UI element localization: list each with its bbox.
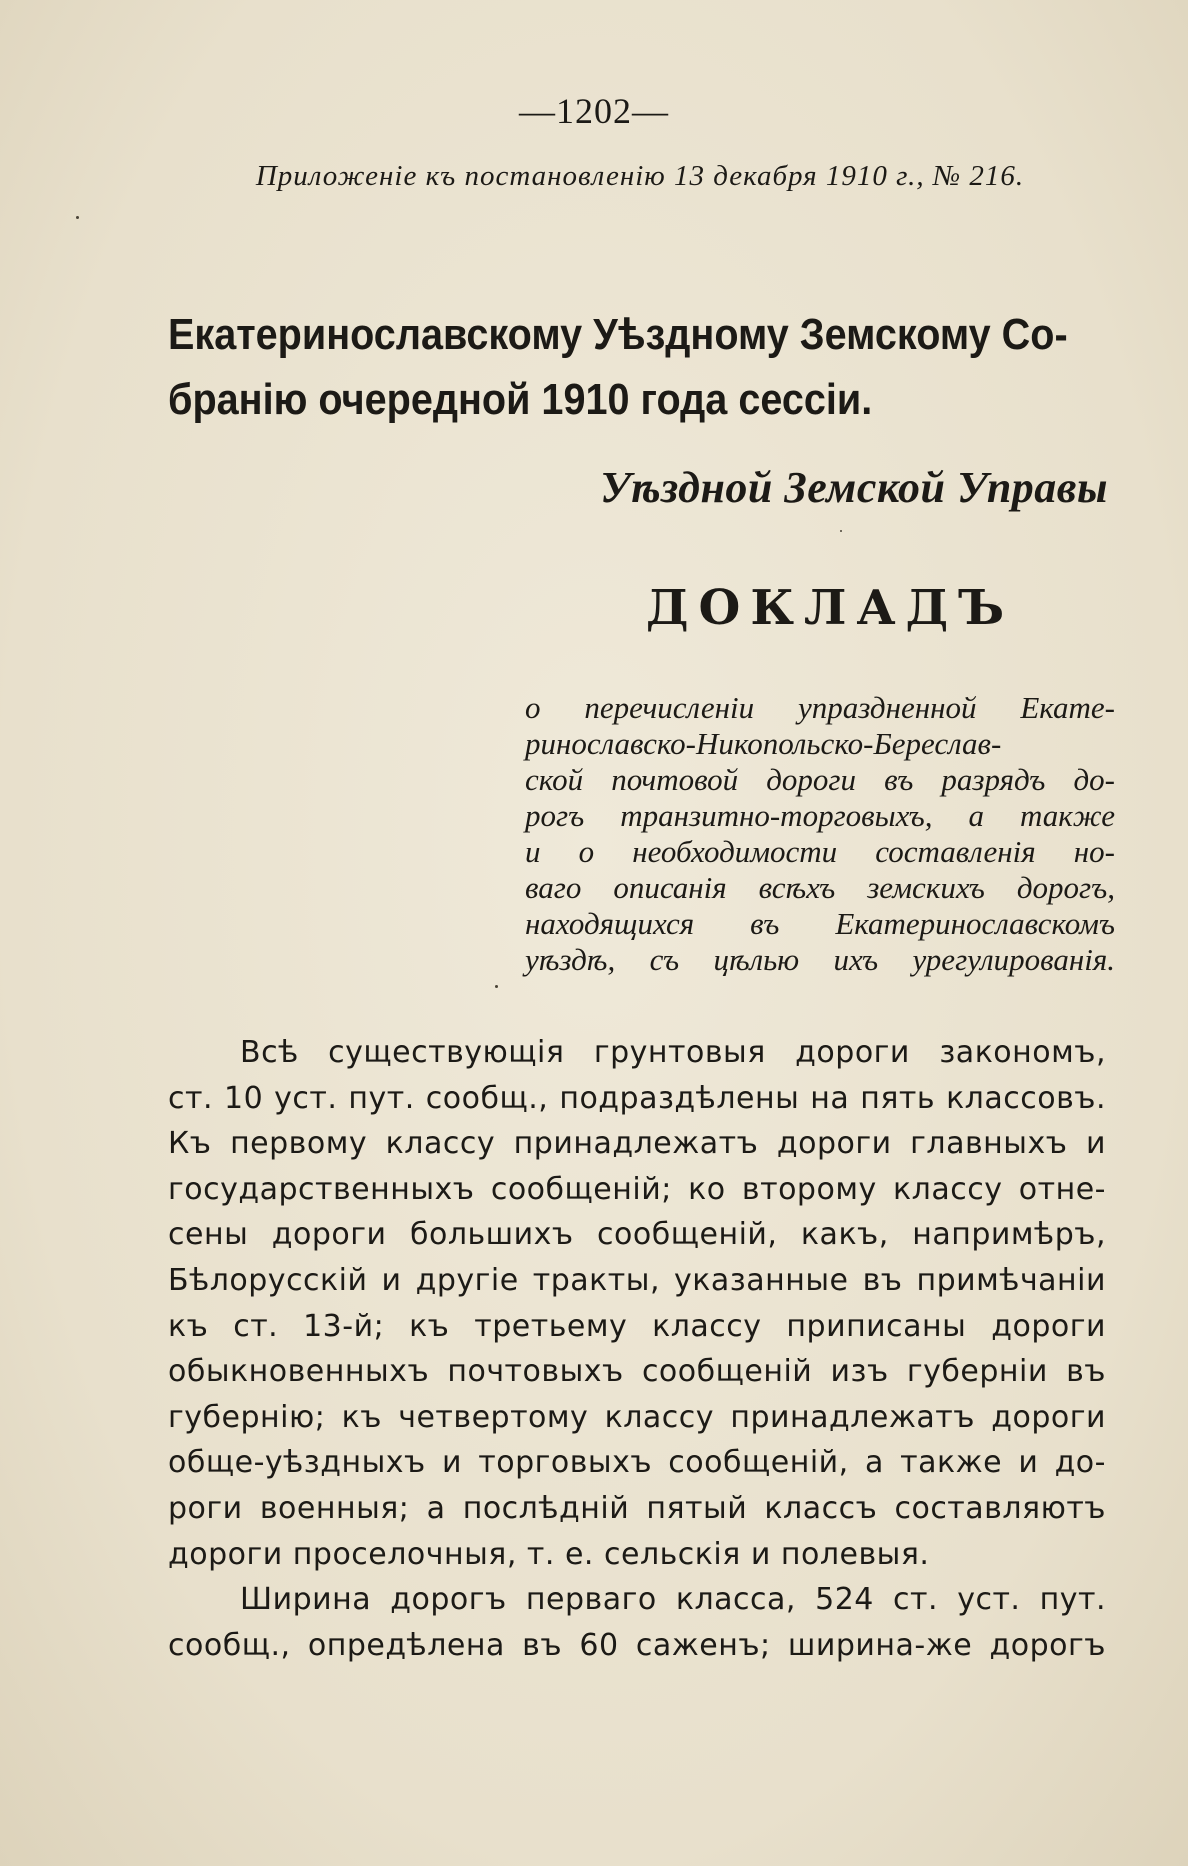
addressee-line: Екатеринославскому Уѣздному Земскому Со- [168,310,1068,359]
report-subject [525,690,1115,978]
appendix-note: Приложеніе къ постановленію 13 декабря 1910 г., № 216. [255,160,1025,192]
addressee-line: бранію очередной 1910 года сессіи. [168,375,873,424]
body-line: дороги проселочныя, т. е. сельскія и полевыя. [168,1536,930,1572]
subject-line: и о необходимости составленія но- [525,834,1115,869]
paper-speck [76,216,79,219]
paper-speck [495,985,498,988]
subject-line: ской почтовой дороги въ разрядъ до- [525,762,1115,797]
paragraph-1 [168,1030,1106,1577]
body-line: ст. 10 уст. пут. сообщ., подраздѣлены на пять классовъ. [168,1080,1106,1116]
paragraph-2 [168,1577,1106,1668]
subject-line: уѣздѣ, съ цѣлью ихъ урегулированія. [525,942,1115,977]
subject-line: ринославско-Никопольско-Береслав- [525,726,1002,761]
addressee-heading [168,302,1113,432]
body-line: Къ первому классу принадлежатъ дороги главныхъ и [168,1126,1106,1162]
report-heading: ДОКЛАДЪ [645,580,1015,636]
body-line: обыкновенныхъ почтовыхъ сообщеній изъ губерніи въ [168,1354,1106,1390]
subject-line: ваго описанія всѣхъ земскихъ дорогъ, [525,870,1115,905]
body-line: сены дороги большихъ сообщеній, какъ, напримѣръ, [168,1217,1106,1253]
body-line: обще-уѣздныхъ и торговыхъ сообщеній, а также и до- [168,1445,1106,1481]
page-number: —1202— [519,91,669,131]
body-line: сообщ., опредѣлена въ 60 саженъ; ширина-же дорогъ [168,1627,1106,1663]
paper-speck [840,530,842,532]
body-line: Ширина дорогъ перваго класса, 524 ст. уст. пут. [240,1582,1106,1618]
subject-line: находящихся въ Екатеринославскомъ [525,906,1115,941]
body-line: губернію; къ четвертому классу принадлежатъ дороги [168,1399,1106,1435]
body-line: государственныхъ сообщеній; ко второму классу отне- [168,1171,1106,1207]
subject-line: рогъ транзитно-торговыхъ, а также [525,798,1115,833]
body-line: Бѣлорусскій и другіе тракты, указанные въ примѣчаніи [168,1262,1106,1298]
body-line: Всѣ существующія грунтовыя дороги закономъ, [240,1035,1106,1070]
body-line: роги военныя; а послѣдній пятый классъ составляютъ [168,1490,1106,1526]
subject-line: о перечисленіи упраздненной Екате- [525,690,1115,725]
body-line: къ ст. 13-й; къ третьему классу приписаны дороги [168,1308,1106,1344]
body-text [168,1030,1106,1668]
board-title: Уѣздной Земской Управы [600,463,1108,512]
